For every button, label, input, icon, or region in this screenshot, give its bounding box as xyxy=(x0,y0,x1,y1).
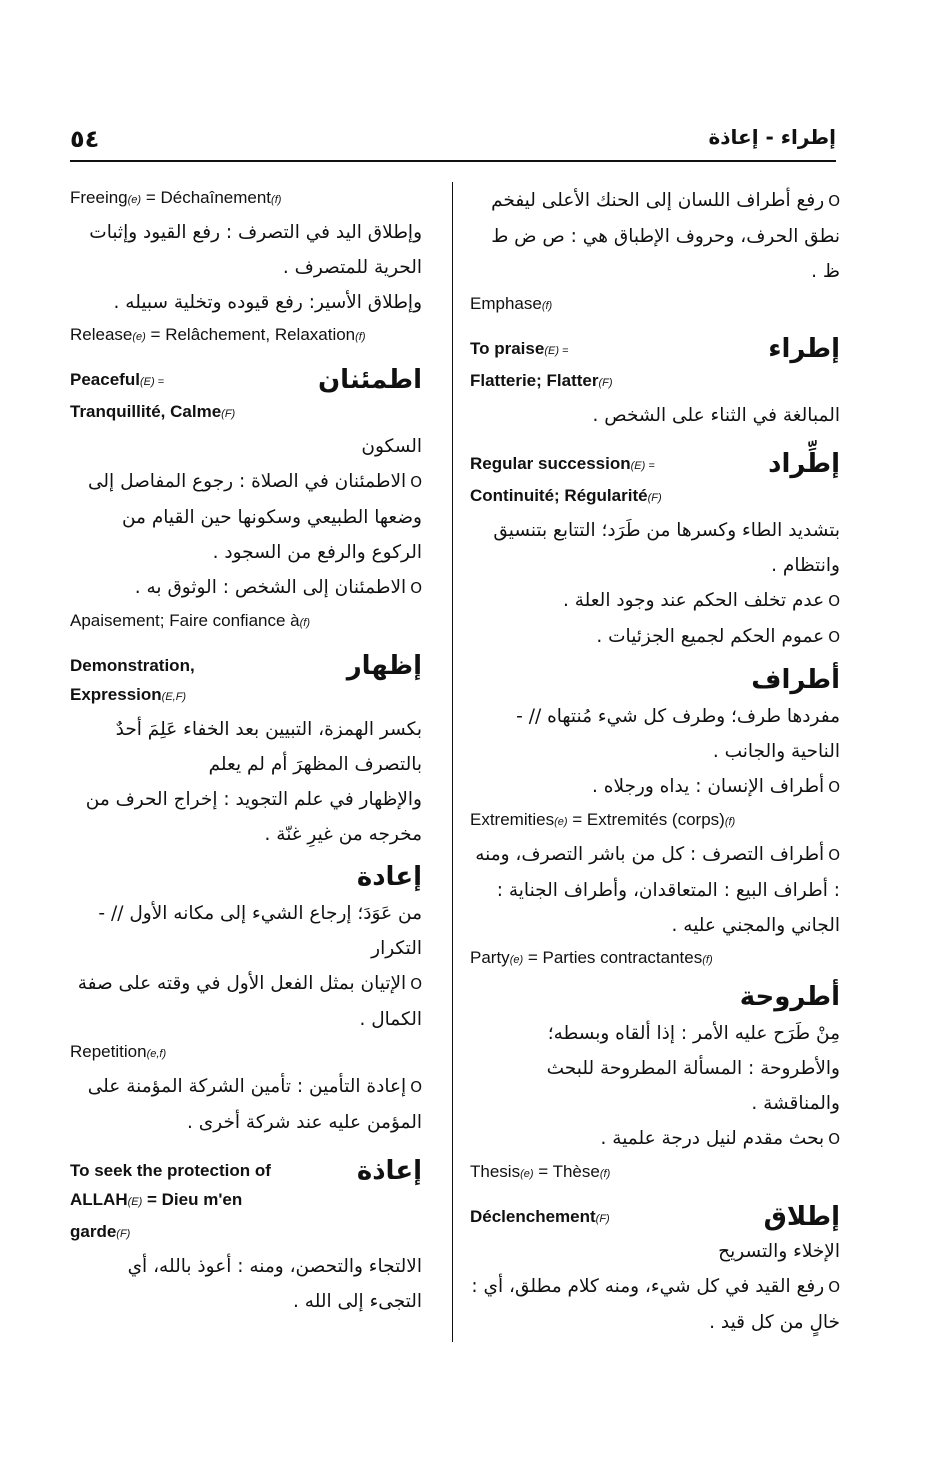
definition: Oالاطمئنان إلى الشخص : الوثوق به . xyxy=(134,577,422,598)
page-header xyxy=(70,125,840,159)
definition: مِنْ طَرَح عليه الأمر : إذا ألقاه وبسطه؛ والأطروحة : المسألة المطروحة للبحث والمناقشة . xyxy=(546,1023,840,1114)
definition: وإطلاق اليد في التصرف : رفع القيود وإثبات الحرية للمتصرف . xyxy=(89,222,422,278)
definition: من عَوَدَ؛ إرجاع الشيء إلى مكانه الأول // - التكرار xyxy=(98,903,422,959)
definition: مفردها طرف؛ وطرف كل شيء مُنتهاه // - الناحية والجانب . xyxy=(516,706,840,762)
left-column xyxy=(70,183,422,1319)
entry-headword: إعادة xyxy=(356,862,422,892)
entry-itminan xyxy=(70,365,422,635)
column-divider xyxy=(452,182,453,1342)
bullet-icon: O xyxy=(828,192,840,210)
definition: Oرفع القيد في كل شيء، ومنه كلام مطلق، أي : خالٍ من كل قيد . xyxy=(471,1276,840,1333)
translation: Party(e) = Parties contractantes(f) xyxy=(470,948,713,967)
translation: Extremities(e) = Extremités (corps)(f) xyxy=(470,810,736,829)
bullet-icon: O xyxy=(828,846,840,864)
bullet-icon: O xyxy=(828,628,840,646)
translation: Repetition(e,f) xyxy=(70,1042,167,1061)
entry-english: Déclenchement(F) xyxy=(470,1207,610,1226)
bullet-icon: O xyxy=(410,473,422,491)
definition: السكون xyxy=(361,436,422,457)
entry-english: To praise(E) = Flatterie; Flatter(F) xyxy=(470,339,613,390)
entry-iadha xyxy=(70,1156,422,1319)
definition: Oإعادة التأمين : تأمين الشركة المؤمنة على المؤمن عليه عند شركة أخرى . xyxy=(87,1076,422,1133)
right-column xyxy=(470,183,840,1340)
definition: Oالاطمئنان في الصلاة : رجوع المفاصل إلى وضعها الطبيعي وسكونها حين القيام من الركوع والرفع من السجود . xyxy=(88,471,422,563)
entry-izhar xyxy=(70,651,422,852)
bullet-icon: O xyxy=(828,1130,840,1148)
definition: بتشديد الطاء وكسرها من طَرَد؛ التتابع بتنسيق وانتظام . xyxy=(493,520,840,576)
definition: Oأطراف التصرف : كل من باشر التصرف، ومنه : أطراف البيع : المتعاقدان، وأطراف الجناية : الجاني والمجني عليه . xyxy=(475,844,840,936)
translation: Emphase(f) xyxy=(470,294,553,313)
definition: الالتجاء والتحصن، ومنه : أعوذ بالله، أي التجىء إلى الله . xyxy=(127,1256,422,1312)
definition: Oعدم تخلف الحكم عند وجود العلة . xyxy=(562,590,840,611)
definition: Oبحث مقدم لنيل درجة علمية . xyxy=(600,1128,840,1149)
definition: المبالغة في الثناء على الشخص . xyxy=(592,405,840,426)
definition: Oرفع أطراف اللسان إلى الحنك الأعلى ليفخم نطق الحرف، وحروف الإطباق هي : ص ض ط ظ . xyxy=(491,190,840,282)
bullet-icon: O xyxy=(410,579,422,597)
entry-english: Demonstration, Expression(E,F) xyxy=(70,656,195,704)
bullet-icon: O xyxy=(410,975,422,993)
header-rule xyxy=(70,160,836,162)
entry-headword: أطراف xyxy=(751,665,840,695)
definition: Oالإتيان بمثل الفعل الأول في وقته على صفة الكمال . xyxy=(77,973,422,1030)
entry-headword: إظهار xyxy=(346,651,422,681)
entry-english: Peaceful(E) = Tranquillité, Calme(F) xyxy=(70,370,236,421)
entry-headword: أطروحة xyxy=(739,982,840,1012)
entry-headword: إطراء xyxy=(768,334,840,364)
entry-english: Regular succession(E) = Continuité; Régularité(F) xyxy=(470,454,662,505)
running-title: إطراء - إعاذة xyxy=(708,125,836,149)
page-number: ٥٤ xyxy=(70,125,100,153)
translation: Thesis(e) = Thèse(f) xyxy=(470,1162,611,1181)
bullet-icon: O xyxy=(828,1278,840,1296)
translation: Release(e) = Relâchement, Relaxation(f) xyxy=(70,325,366,344)
entry-english: To seek the protection of ALLAH(E) = Dieu m'en garde(F) xyxy=(70,1161,271,1241)
entry-itlaq xyxy=(470,1202,840,1340)
entry-headword: إطِّراد xyxy=(768,449,840,479)
entry-itraa xyxy=(470,334,840,433)
bullet-icon: O xyxy=(410,1078,422,1096)
definition: وإطلاق الأسير: رفع قيوده وتخلية سبيله . xyxy=(113,292,422,313)
entry-ittirad xyxy=(470,449,840,655)
definition: Oعموم الحكم لجميع الجزئيات . xyxy=(596,626,840,647)
definition: والإظهار في علم التجويد : إخراج الحرف من مخرجه من غيرِ غنّة . xyxy=(85,789,422,845)
translation: Freeing(e) = Déchaînement(f) xyxy=(70,188,282,207)
entry-headword: إطلاق xyxy=(763,1202,840,1232)
definition: بكسر الهمزة، التبيين بعد الخفاء عَلِمَ أحدٌ بالتصرف المظهرَ أم لم يعلم xyxy=(115,719,422,775)
definition: Oأطراف الإنسان : يداه ورجلاه . xyxy=(591,776,840,797)
entry-headword: إعاذة xyxy=(356,1156,422,1186)
translation: Apaisement; Faire confiance à(f) xyxy=(70,611,311,630)
entry-headword: اطمئنان xyxy=(317,365,422,395)
bullet-icon: O xyxy=(828,778,840,796)
bullet-icon: O xyxy=(828,592,840,610)
definition: الإخلاء والتسريح xyxy=(718,1241,840,1262)
